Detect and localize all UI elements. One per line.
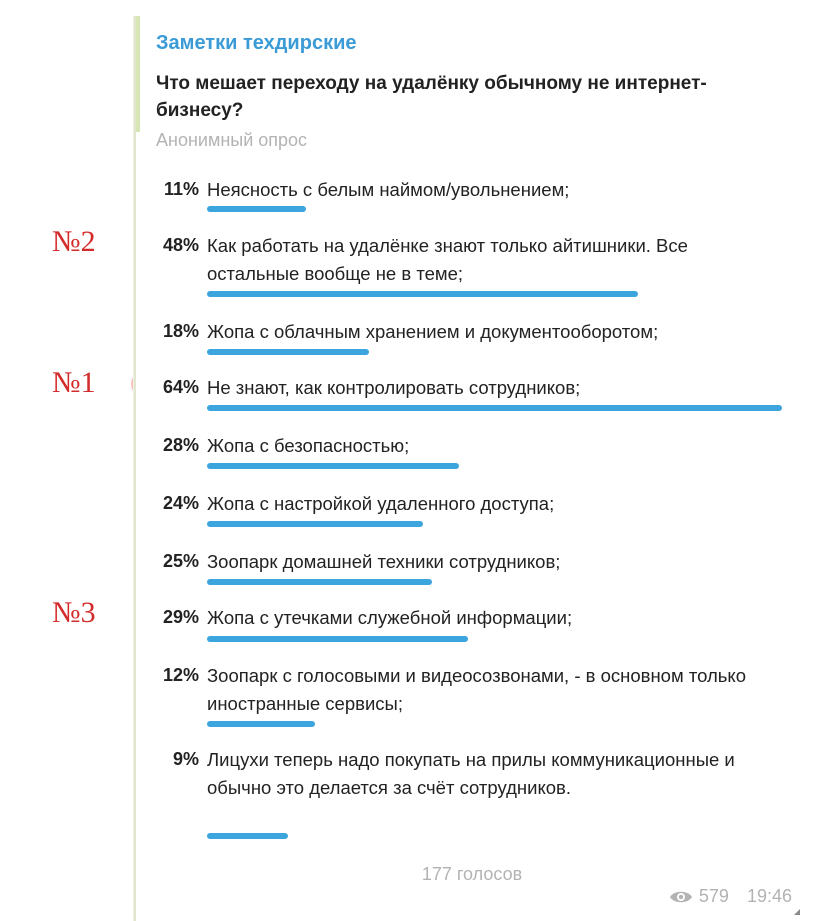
annotation-rank-3: №3 bbox=[52, 596, 96, 629]
option-result-bar bbox=[207, 206, 306, 212]
option-text: Жопа с облачным хранением и документооборотом; bbox=[207, 321, 659, 342]
option-result-bar bbox=[207, 636, 468, 642]
option-text: Жопа с утечками служебной информации; bbox=[207, 607, 573, 628]
option-text: Лицухи теперь надо покупать на прилы коммуникационные и обычно это делается за счёт сотрудников. bbox=[207, 749, 735, 798]
option-result-bar bbox=[207, 721, 315, 727]
option-result-bar bbox=[207, 579, 432, 585]
option-result-bar bbox=[207, 405, 782, 411]
option-percent: 9% bbox=[172, 749, 199, 769]
option-percent: 29% bbox=[162, 607, 199, 627]
annotation-rank-1: №1 bbox=[52, 366, 96, 399]
option-result-bar bbox=[207, 291, 638, 297]
option-percent: 11% bbox=[163, 179, 199, 199]
option-text: Жопа с безопасностью; bbox=[207, 435, 410, 456]
channel-name[interactable]: Заметки техдирские bbox=[156, 32, 357, 54]
annotation-rank-2: №2 bbox=[52, 225, 96, 258]
views-count: 579 bbox=[698, 886, 729, 906]
option-percent: 12% bbox=[162, 665, 199, 685]
option-text: Зоопарк домашней техники сотрудников; bbox=[207, 551, 561, 572]
eye-icon bbox=[669, 889, 693, 905]
poll-message bbox=[134, 16, 808, 921]
total-votes: 177 голосов bbox=[421, 864, 523, 884]
option-result-bar bbox=[207, 521, 423, 527]
option-text: Неясность с белым наймом/увольнением; bbox=[207, 179, 570, 200]
poll-question: Что мешает переходу на удалёнку обычному не интернет-бизнесу? bbox=[156, 73, 707, 121]
option-text: Как работать на удалёнке знают только айтишники. Все остальные вообще не в теме; bbox=[207, 235, 688, 284]
option-result-bar bbox=[207, 463, 459, 469]
option-text: Не знают, как контролировать сотрудников; bbox=[207, 377, 581, 398]
option-percent: 28% bbox=[162, 435, 199, 455]
option-percent: 64% bbox=[162, 377, 199, 397]
option-percent: 48% bbox=[162, 235, 199, 255]
option-percent: 24% bbox=[162, 493, 199, 513]
resize-corner-icon bbox=[794, 909, 800, 915]
poll-type-label: Анонимный опрос bbox=[156, 130, 308, 150]
option-text: Зоопарк с голосовыми и видеосозвонами, - в основном только иностранные сервисы; bbox=[207, 665, 747, 714]
option-percent: 18% bbox=[162, 321, 199, 341]
message-time: 19:46 bbox=[746, 886, 792, 906]
option-result-bar bbox=[207, 349, 369, 355]
option-percent: 25% bbox=[162, 551, 199, 571]
message-meta bbox=[669, 886, 792, 907]
option-result-bar bbox=[207, 833, 288, 839]
option-text: Жопа с настройкой удаленного доступа; bbox=[207, 493, 555, 514]
